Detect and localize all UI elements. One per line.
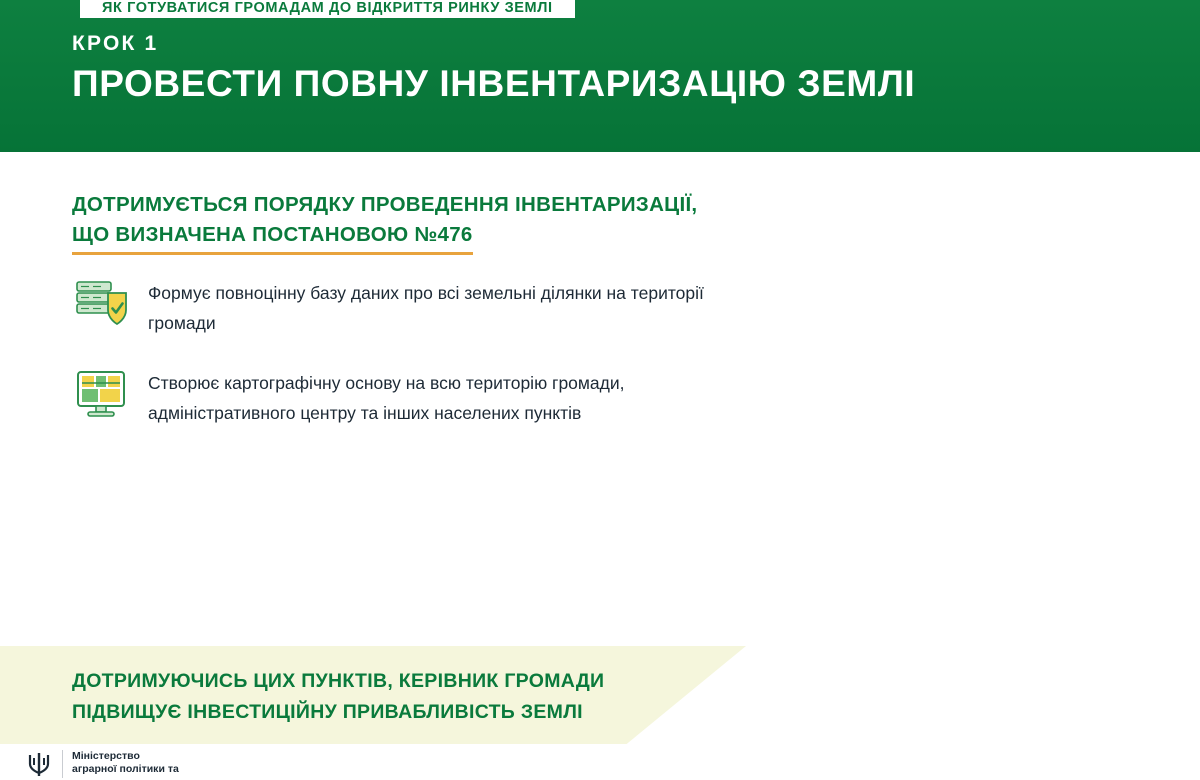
footer-line-2: аграрної політики та (72, 763, 179, 775)
list-item-text: Формує повноцінну базу даних про всі земельні ділянки на території громади (148, 283, 704, 333)
footer-logo (24, 750, 179, 780)
monitor-map-icon (72, 364, 134, 424)
page-title: ПРОВЕСТИ ПОВНУ ІНВЕНТАРИЗАЦІЮ ЗЕМЛІ (72, 63, 916, 104)
subtitle-line-2: ЩО ВИЗНАЧЕНА ПОСТАНОВОЮ №476 (72, 220, 473, 255)
list-item (72, 274, 712, 338)
callout-line-1: ДОТРИМУЮЧИСЬ ЦИХ ПУНКТІВ, КЕРІВНИК ГРОМАДИ (72, 670, 605, 692)
footer-divider (62, 750, 63, 778)
series-pill (80, 0, 575, 18)
subtitle-line-1: ДОТРИМУЄТЬСЯ ПОРЯДКУ ПРОВЕДЕННЯ ІНВЕНТАРИЗАЦІЇ, (72, 193, 698, 216)
callout-text (72, 666, 712, 728)
footer-line-1: Міністерство (72, 750, 140, 762)
subtitle-block (72, 190, 712, 255)
bullet-list (72, 274, 712, 454)
header-banner (0, 0, 1200, 152)
footer-ministry-name (72, 750, 179, 776)
ukraine-trident-emblem-icon (24, 750, 54, 780)
database-shield-check-icon (72, 274, 134, 334)
list-item (72, 364, 712, 428)
step-label: КРОК 1 (72, 32, 159, 55)
callout-line-2: ПІДВИЩУЄ ІНВЕСТИЦІЙНУ ПРИВАБЛИВІСТЬ ЗЕМЛІ (72, 701, 583, 723)
list-item-text: Створює картографічну основу на всю територію громади, адміністративного центру та інших населених пунктів (148, 373, 625, 423)
content-area (0, 152, 1200, 775)
series-pill-label: ЯК ГОТУВАТИСЯ ГРОМАДАМ ДО ВІДКРИТТЯ РИНКУ ЗЕМЛІ (102, 0, 553, 16)
